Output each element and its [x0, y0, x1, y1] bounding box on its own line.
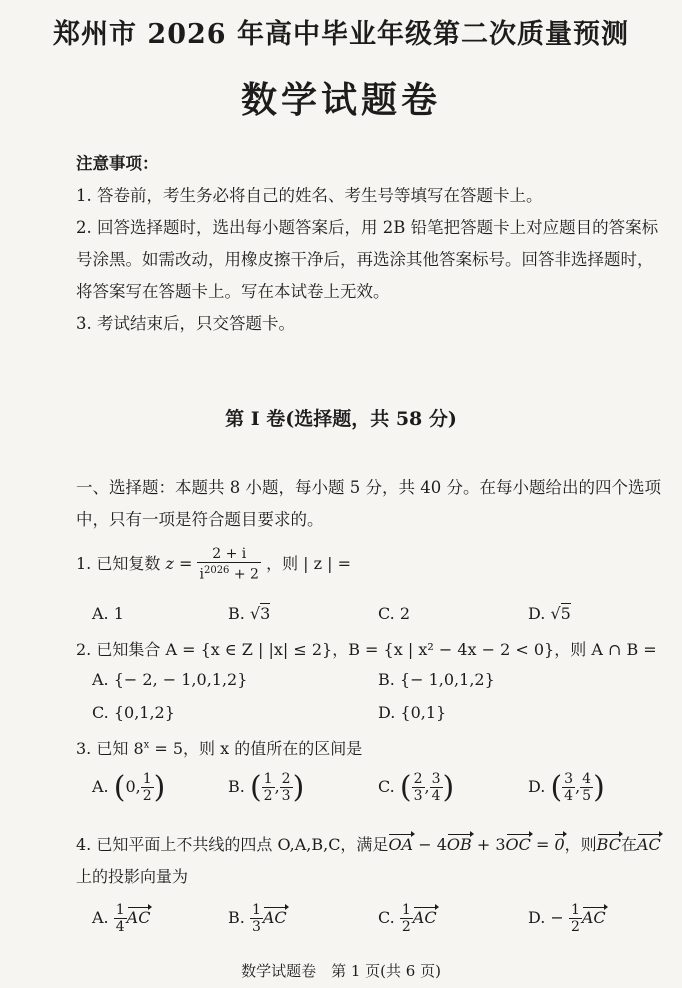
q4-vec-zero: 0: [554, 835, 565, 854]
notice-item-3: 3. 考试结束后，只交答题卡。: [76, 314, 295, 333]
q3-option-a-left: 0,: [125, 777, 141, 796]
q3-prefix: 3. 已知 8: [76, 739, 144, 758]
q4-c-den: 2: [401, 919, 411, 935]
paren-close: ): [593, 770, 605, 805]
question-3: [76, 736, 362, 759]
q3-b-den1: 2: [263, 788, 273, 804]
q3-option-a-frac: [141, 771, 154, 804]
q1-var: z: [165, 553, 174, 573]
paren-close: ): [292, 770, 305, 805]
notice-item-2: 2. 回答选择题时，选出每小题答案后，用 2B 铅笔把答题卡上对应题目的答案标号涂黑。如需改动，用橡皮擦干净后，再选涂其他答案标号。回答非选择题时，将答案写在答题卡上。写在本试卷上无效。: [76, 218, 659, 301]
paren-open: (: [249, 770, 262, 805]
question-2: 2. 已知集合 A = {x ∈ Z | |x| ≤ 2}，B = {x | x² − 4x − 2 < 0}，则 A ∩ B =: [76, 640, 657, 659]
notice-item-1: 1. 答卷前，考生务必将自己的姓名、考生号等填写在答题卡上。: [76, 186, 543, 205]
q3-option-d-frac1: [562, 771, 575, 804]
paren-open: (: [550, 770, 563, 805]
q4-option-d-frac: [569, 902, 582, 935]
q4-option-c-vec: AC: [412, 908, 437, 927]
q3-option-d-frac2: [580, 771, 593, 804]
q4-eq0: =: [530, 835, 555, 854]
q3-option-c-frac1: [412, 771, 425, 804]
q2-option-a: A. {− 2, − 1,0,1,2}: [92, 670, 248, 689]
q3-option-c-label: C.: [378, 777, 395, 796]
q4-b-num: 1: [251, 902, 261, 918]
notice-block: [76, 148, 668, 340]
q3-option-b-frac2: [280, 771, 293, 804]
q4-on: 在: [620, 835, 637, 854]
q4-vec-ob: OB: [446, 835, 472, 854]
q3-option-a-label: A.: [92, 777, 109, 796]
q4-line2: 上的投影向量为: [76, 867, 189, 886]
q4-option-b-vec: AC: [262, 908, 287, 927]
sqrt-icon: √: [550, 604, 561, 623]
q4-option-a-label: A.: [92, 908, 109, 927]
exam-subtitle: 数学试题卷: [240, 79, 441, 121]
q4-option-c-label: C.: [378, 908, 395, 927]
q1-den-base: i: [199, 566, 204, 583]
question-1: [76, 546, 351, 583]
q3-c-den1: 3: [413, 788, 423, 804]
q4-mid: ，则: [564, 835, 597, 854]
q3-d-num2: 4: [582, 771, 592, 787]
q4-option-d: [528, 902, 606, 935]
question-4: [76, 832, 661, 855]
q1-option-b-val: 3: [260, 604, 271, 623]
q1-den-rest: + 2: [229, 566, 259, 583]
q4-plus3: + 3: [471, 835, 506, 854]
paren-open: (: [399, 770, 412, 805]
q4-a-den: 4: [115, 919, 125, 935]
q3-c-num1: 2: [413, 771, 423, 787]
q4-c-num: 1: [401, 902, 411, 918]
q3-option-b-frac1: [262, 771, 275, 804]
q1-eq: =: [178, 553, 193, 573]
q1-num: 2 + i: [197, 546, 260, 563]
q3-option-b: B. ( $\frac{1}{2}$ , $\frac{2}{3}$ ): [228, 770, 305, 805]
paren-close: ): [153, 770, 166, 805]
q4-option-c-frac: [400, 902, 413, 935]
q3-d-num1: 3: [564, 771, 574, 787]
q3-option-c-frac2: [430, 771, 443, 804]
q3-exp: x: [143, 739, 150, 751]
q3-b-num1: 1: [263, 771, 273, 787]
sqrt-icon: √: [249, 604, 261, 623]
q3-d-den1: 4: [564, 788, 574, 804]
q1-option-d-val: 5: [560, 604, 571, 623]
q3-suffix: = 5，则 x 的值所在的区间是: [149, 739, 363, 758]
q4-option-b-frac: [250, 902, 263, 935]
paren-close: ): [442, 770, 455, 805]
q4-option-d-vec: AC: [581, 908, 606, 927]
q2-option-c: C. {0,1,2}: [92, 703, 175, 722]
q1-option-b-label: B.: [228, 604, 245, 623]
q4-option-a-vec: AC: [126, 908, 151, 927]
q1-option-c: C. 2: [378, 604, 411, 623]
q3-b-den2: 3: [281, 788, 291, 804]
q1-fraction: [197, 546, 260, 583]
q3-option-d-label: D.: [528, 777, 546, 796]
q4-option-b-label: B.: [228, 908, 245, 927]
section-title: 第 Ⅰ 卷(选择题，共 58 分): [225, 408, 457, 430]
q4-vec-oc: OC: [505, 835, 531, 854]
q4-vec-ac: AC: [636, 835, 661, 854]
q1-option-d-label: D.: [528, 604, 546, 623]
q2-option-d: D. {0,1}: [378, 703, 447, 722]
q1-option-d: [528, 604, 571, 623]
q4-option-a: [92, 902, 150, 935]
q3-d-den2: 5: [582, 788, 592, 804]
q4-option-b: [228, 902, 287, 935]
q3-option-c: C. ( $\frac{2}{3}$ , $\frac{3}{4}$ ): [378, 770, 455, 805]
q4-d-num: 1: [570, 902, 580, 918]
q4-d-den: 2: [570, 919, 580, 935]
q1-den-exp: 2026: [203, 565, 230, 576]
q3-option-a: [92, 770, 165, 805]
q3-c-num2: 3: [431, 771, 441, 787]
q4-option-a-frac: [114, 902, 127, 935]
q4-vec-bc: BC: [596, 835, 621, 854]
section-intro: [76, 472, 662, 536]
q1-prefix: 1. 已知复数: [76, 553, 161, 573]
q3-b-num2: 2: [281, 771, 291, 787]
q4-option-c: [378, 902, 437, 935]
notice-heading: 注意事项：: [76, 154, 159, 173]
q4-a-num: 1: [115, 902, 125, 918]
q1-suffix: ，则 | z | =: [266, 553, 352, 573]
q3-option-d: D. ( $\frac{3}{4}$ , $\frac{4}{5}$ ): [528, 770, 605, 805]
q2-option-b: B. {− 1,0,1,2}: [378, 670, 495, 689]
q4-prefix: 4. 已知平面上不共线的四点 O,A,B,C，满足: [76, 835, 389, 854]
q3-c-den2: 4: [431, 788, 441, 804]
exam-title: 郑州市 2026 年高中毕业年级第二次质量预测: [53, 19, 629, 50]
q1-option-a: A. 1: [92, 604, 124, 623]
q4-minus4: − 4: [413, 835, 447, 854]
q1-option-b: [228, 604, 270, 623]
q4-b-den: 3: [251, 919, 261, 935]
q3-a-num: 1: [142, 771, 152, 787]
paren-open: (: [113, 770, 126, 805]
q3-option-b-label: B.: [228, 777, 245, 796]
page-footer: 数学试题卷 第 1 页(共 6 页): [241, 962, 441, 980]
q4-vec-oa: OA: [388, 835, 414, 854]
section-intro-text: 一、选择题：本题共 8 小题，每小题 5 分，共 40 分。在每小题给出的四个选项中，只有一项是符合题目要求的。: [76, 478, 661, 529]
q3-a-den: 2: [142, 788, 152, 804]
q1-den: [197, 563, 260, 583]
q4-option-d-label: D. −: [528, 908, 564, 927]
